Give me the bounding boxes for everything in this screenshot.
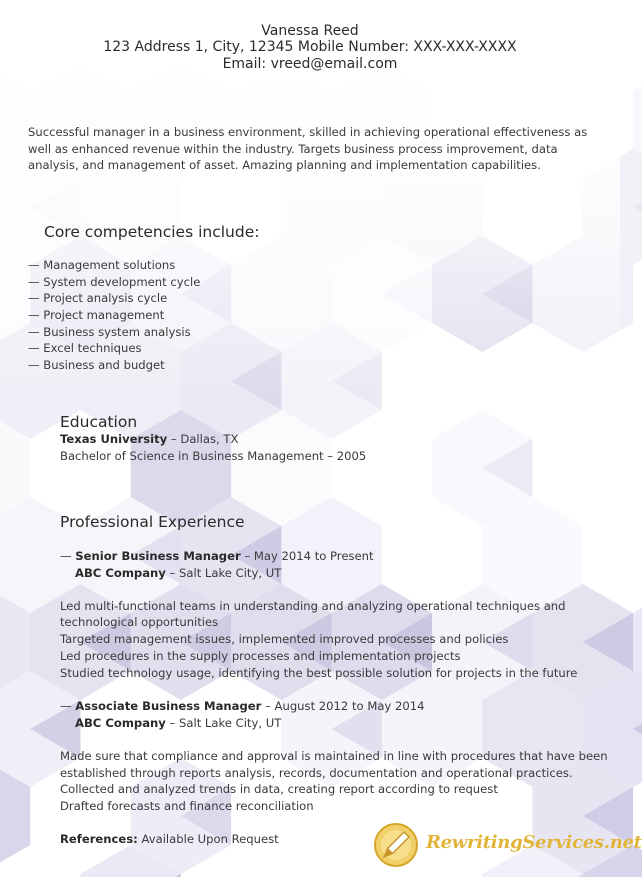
job-duty: Made sure that compliance and approval is maintained in line with procedures that have been	[60, 749, 608, 763]
education-school-line	[60, 431, 238, 448]
competency-item: — Business and budget	[28, 358, 165, 372]
address-line: 123 Address 1, City, 12345 Mobile Number: XXX-XXX-XXXX	[103, 39, 517, 55]
job-title-line	[60, 548, 374, 565]
job-duty: Led multi-functional teams in understanding and analyzing operational techniques and	[60, 599, 566, 613]
competency-item: — Business system analysis	[28, 325, 191, 339]
competency-item: — Project management	[28, 308, 165, 322]
school-name: Texas University	[60, 432, 168, 446]
job-company-line	[75, 565, 281, 582]
job-duty: Drafted forecasts and finance reconciliation	[60, 799, 314, 813]
candidate-name: Vanessa Reed	[261, 23, 359, 39]
job-dates: – May 2014 to Present	[240, 549, 374, 563]
competency-item: — Management solutions	[28, 258, 176, 272]
company-location: – Salt Lake City, UT	[165, 566, 282, 580]
dash-prefix: —	[60, 549, 76, 563]
job-title-line	[60, 698, 424, 715]
job-duty: Studied technology usage, identifying the best possible solution for projects in the future	[60, 666, 578, 680]
job-title: Associate Business Manager	[75, 699, 262, 713]
competency-item: — Project analysis cycle	[28, 291, 168, 305]
job-duty: Targeted management issues, implemented improved processes and policies	[60, 632, 509, 646]
references-label: References:	[60, 832, 138, 846]
company-name: ABC Company	[75, 566, 166, 580]
education-heading: Education	[60, 413, 138, 431]
job-duty: Collected and analyzed trends in data, creating report according to request	[60, 782, 498, 796]
competencies-heading: Core competencies include:	[44, 223, 260, 241]
school-location: – Dallas, TX	[167, 432, 239, 446]
competency-item: — Excel techniques	[28, 341, 142, 355]
professional-summary: Successful manager in a business environment, skilled in achieving operational effectiveness as well as enhanced revenue within the industry. Targets business process improvement, data analysis, and management of asset. Amazing planning and implementation capabilities.	[28, 125, 588, 173]
company-name: ABC Company	[75, 716, 166, 730]
job-title: Senior Business Manager	[75, 549, 241, 563]
job-duty: technological opportunities	[60, 615, 219, 629]
competency-item: — System development cycle	[28, 275, 201, 289]
education-degree: Bachelor of Science in Business Management – 2005	[60, 449, 367, 463]
references-value: Available Upon Request	[137, 832, 279, 846]
job-duty: established through reports analysis, records, documentation and operational practices.	[60, 766, 573, 780]
job-dates: – August 2012 to May 2014	[261, 699, 425, 713]
dash-prefix: —	[60, 699, 76, 713]
job-company-line	[75, 715, 281, 732]
job-duty: Led procedures in the supply processes and implementation projects	[60, 649, 461, 663]
experience-heading: Professional Experience	[60, 513, 245, 531]
email-line: Email: vreed@email.com	[222, 56, 398, 72]
references-line	[60, 831, 279, 848]
company-location: – Salt Lake City, UT	[165, 716, 282, 730]
watermark-text: RewritingServices.net	[426, 832, 642, 853]
